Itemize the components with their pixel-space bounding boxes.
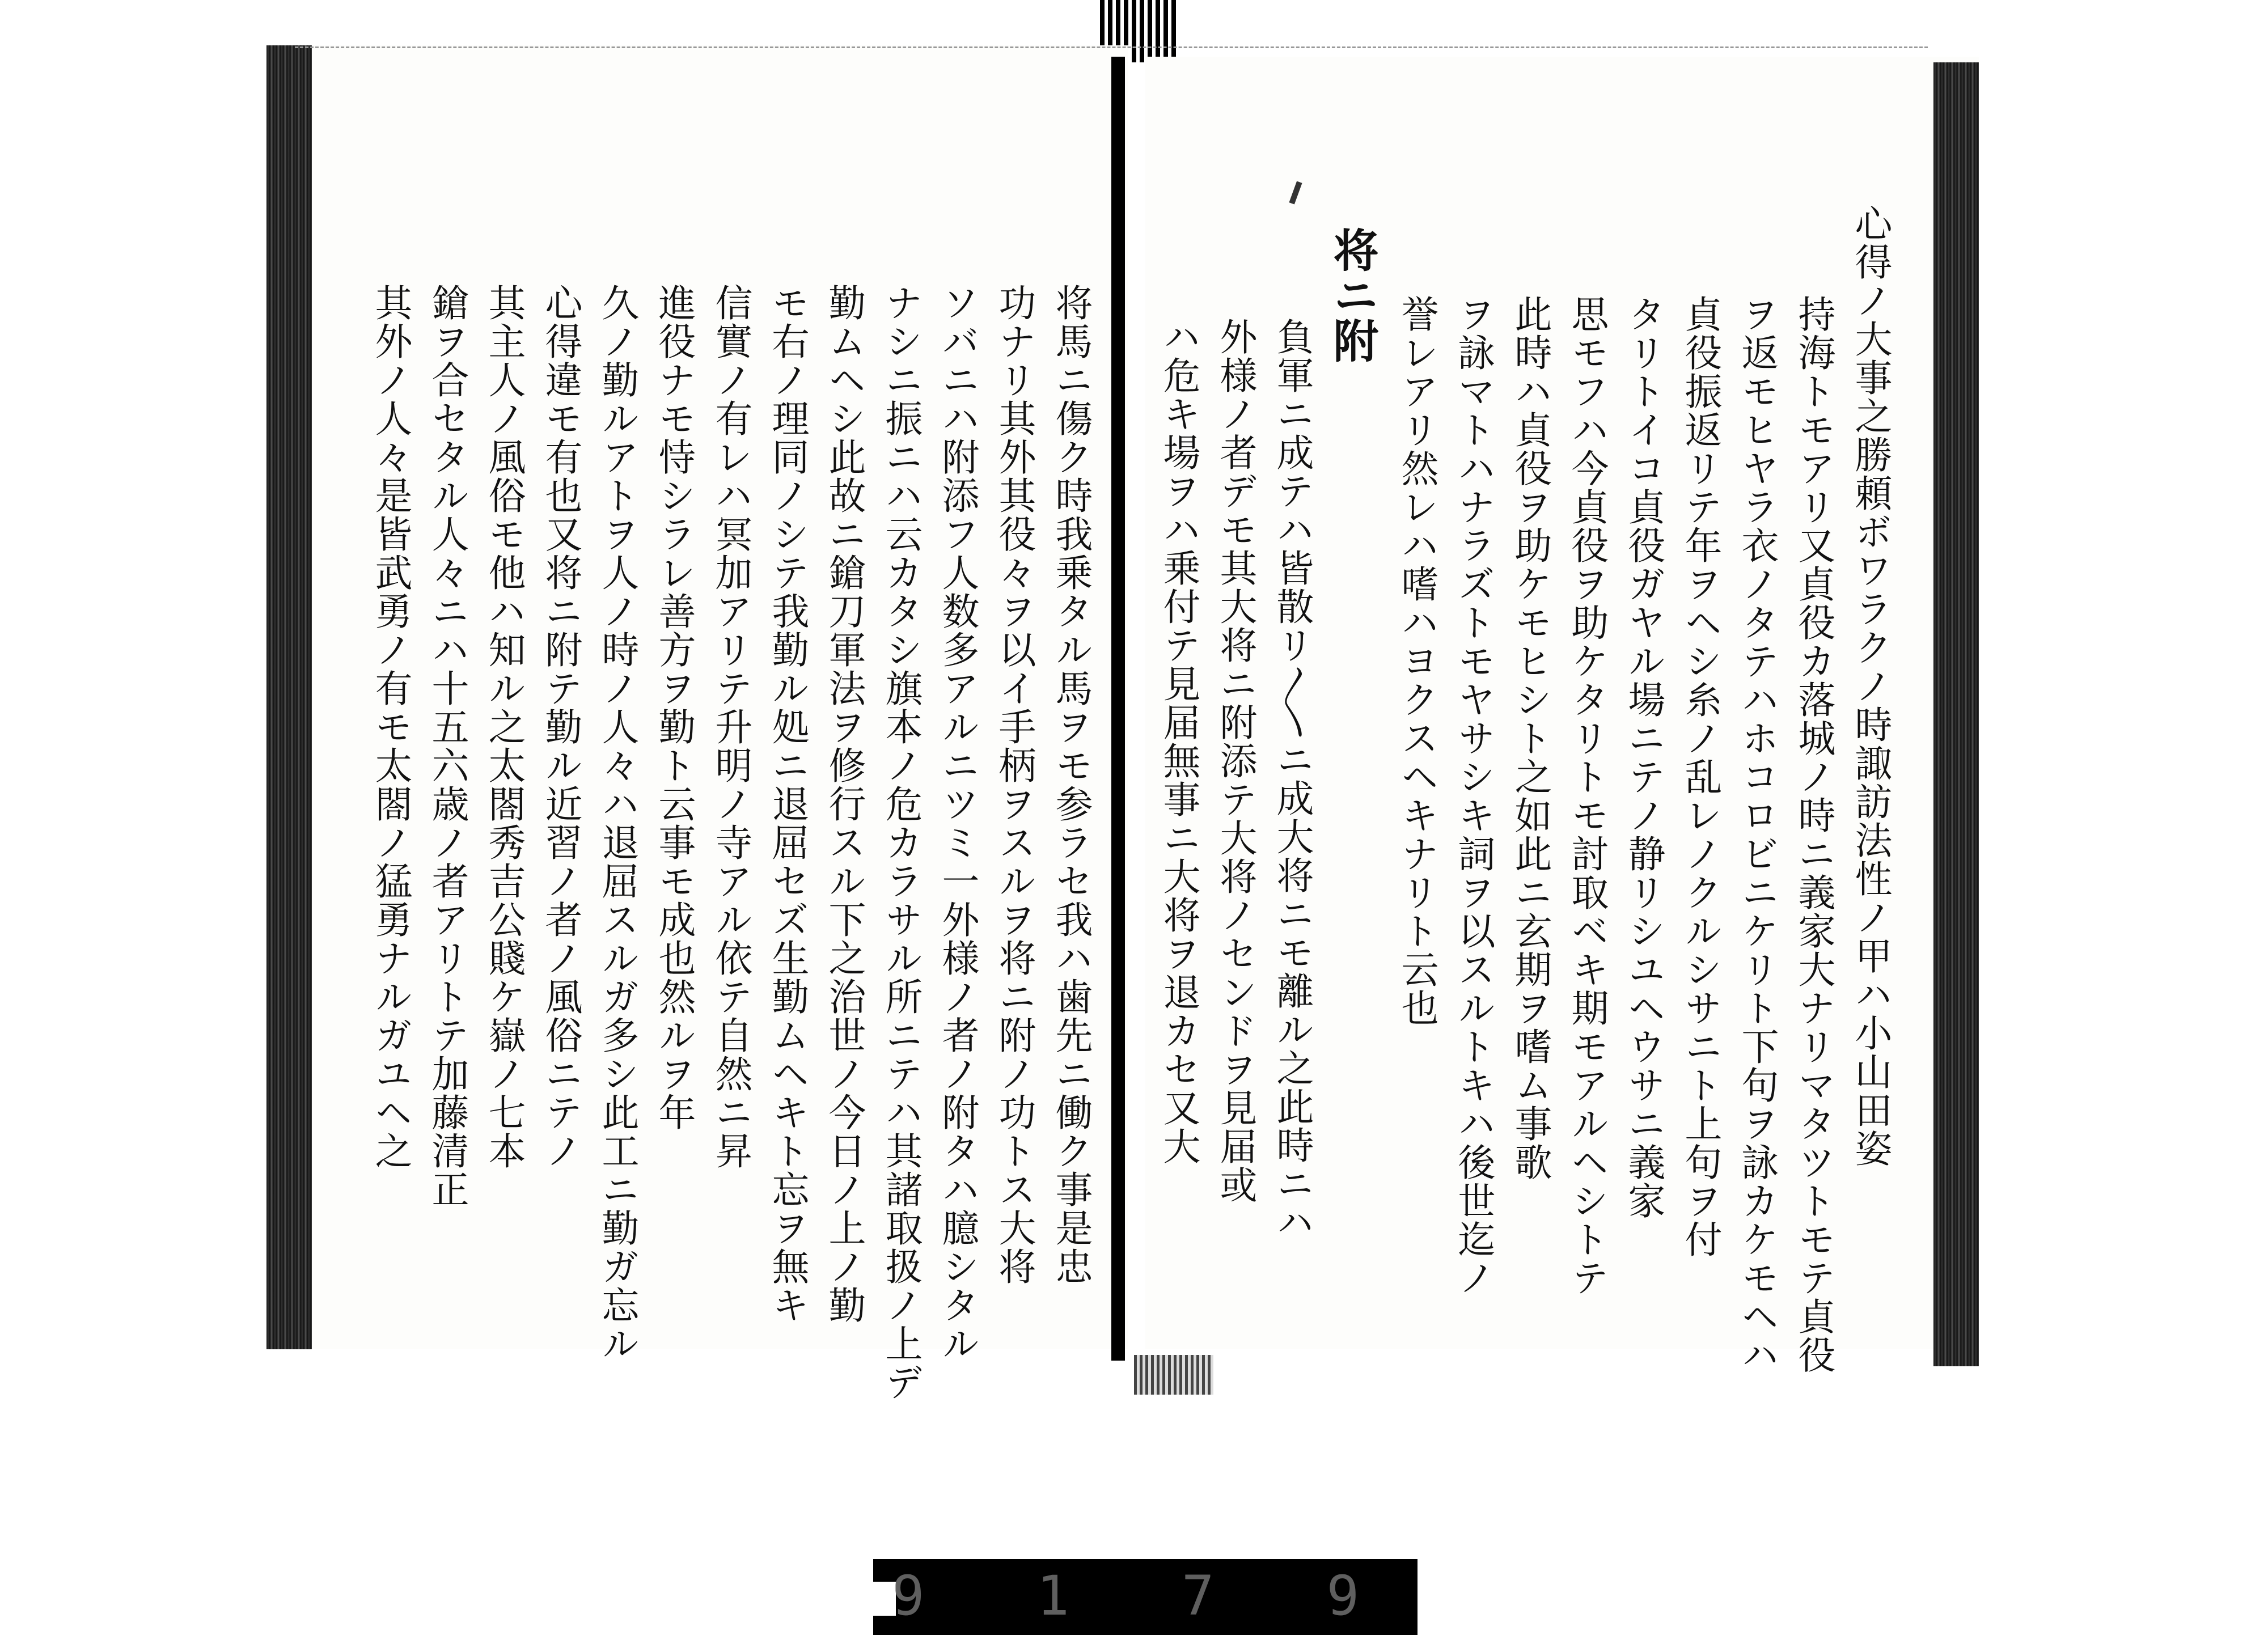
page-top-border [295,46,1928,48]
right-section-column-1: 負軍ニ成テハ皆散リ〳〵ニ成大将ニモ離ル之此時ニハ [1270,317,1314,1242]
left-column-4: ナシニ振ニハ云カタシ旗本ノ危カラサル所ニテハ其諸取扱ノ上デ [879,283,923,1401]
right-column-1: 心得ノ大事之勝頼ボワラクノ時諏訪法性ノ甲ハ小山田姿 [1848,204,1892,1168]
left-column-5: 勤ムヘシ此故ニ鎗刀軍法ヲ修行スル下之治世ノ今日ノ上ノ勤 [822,283,866,1324]
left-column-8: 進役ナモ恃シラレ善方ヲ勤ト云事モ成也然ルヲ年 [652,283,696,1132]
right-column-2: 持海トモアリ又貞役カ落城ノ時ニ義家大ナリマタツトモテ貞役 [1792,295,1835,1374]
right-column-7: 此時ハ貞役ヲ助ケモヒシト之如此ニ玄期ヲ嗜ム事歌 [1508,295,1552,1181]
left-page-edge [266,45,312,1349]
section-heading: 将ニ附 [1326,227,1379,363]
right-section-column-3: ハ危キ場ヲハ乗付テ見届無事ニ大将ヲ退カセ又大 [1157,317,1200,1166]
left-column-9: 久ノ勤ルアトヲ人ノ時ノ人々ハ退屈スルガ多シ此工ニ勤ガ忘ル [595,283,639,1363]
right-column-3: ヲ返モヒヤラ衣ノタテハホコロビニケリト下句ヲ詠カケモヘハ [1735,295,1779,1374]
left-column-1: 将馬ニ傷ク時我乗タル馬ヲモ参ラセ我ハ歯先ニ働ク事是忠 [1049,283,1093,1286]
right-column-4: 貞役振返リテ年ヲヘシ糸ノ乱レノクルシサニト上句ヲ付 [1678,295,1722,1259]
left-column-6: モ右ノ理同ノシテ我勤ル処ニ退屈セズ生勤ムヘキト忘ヲ無キ [765,283,809,1324]
left-column-10: 心得違モ有也又将ニ附テ勤ル近習ノ者ノ風俗ニテノ [539,283,582,1170]
right-column-9: 誉レアリ然レハ嗜ハヨクスヘキナリト云也 [1395,295,1438,1027]
right-page-edge [1933,62,1979,1366]
left-column-3: ソバニハ附添フ人数多アルニツミ一外様ノ者ノ附タハ臆シタル [936,283,979,1363]
right-column-8: ヲ詠マトハナラズトモヤサシキ詞ヲ以スルトキハ後世迄ノ [1452,295,1495,1297]
left-column-7: 信實ノ有レハ冥加アリテ升明ノ寺アル依テ自然ニ昇 [709,283,752,1170]
binding-bottom [1134,1355,1213,1395]
left-column-13: 其外ノ人々是皆武勇ノ有モ太閤ノ猛勇ナルガユヘ之 [369,283,412,1170]
left-column-11: 其主人ノ風俗モ他ハ知ル之太閤秀吉公賤ケ嶽ノ七本 [482,283,526,1170]
right-column-6: 思モフハ今貞役ヲ助ケタリトモ討取ベキ期モアルヘシトテ [1565,295,1609,1297]
right-column-5: タリトイコ貞役ガヤル場ニテノ静リシユヘウサニ義家 [1622,295,1665,1220]
left-column-12: 鎗ヲ合セタル人々ニハ十五六歳ノ者アリトテ加藤清正 [425,283,469,1209]
right-section-column-2: 外様ノ者デモ其大将ニ附添テ大将ノセンドヲ見届或 [1213,317,1257,1204]
left-column-2: 功ナリ其外其役々ヲ以イ手柄ヲスルヲ将ニ附ノ功トス大将 [992,283,1036,1286]
frame-number: 9 1 7 9 [891,1564,1399,1628]
gutter-line [1111,57,1125,1361]
